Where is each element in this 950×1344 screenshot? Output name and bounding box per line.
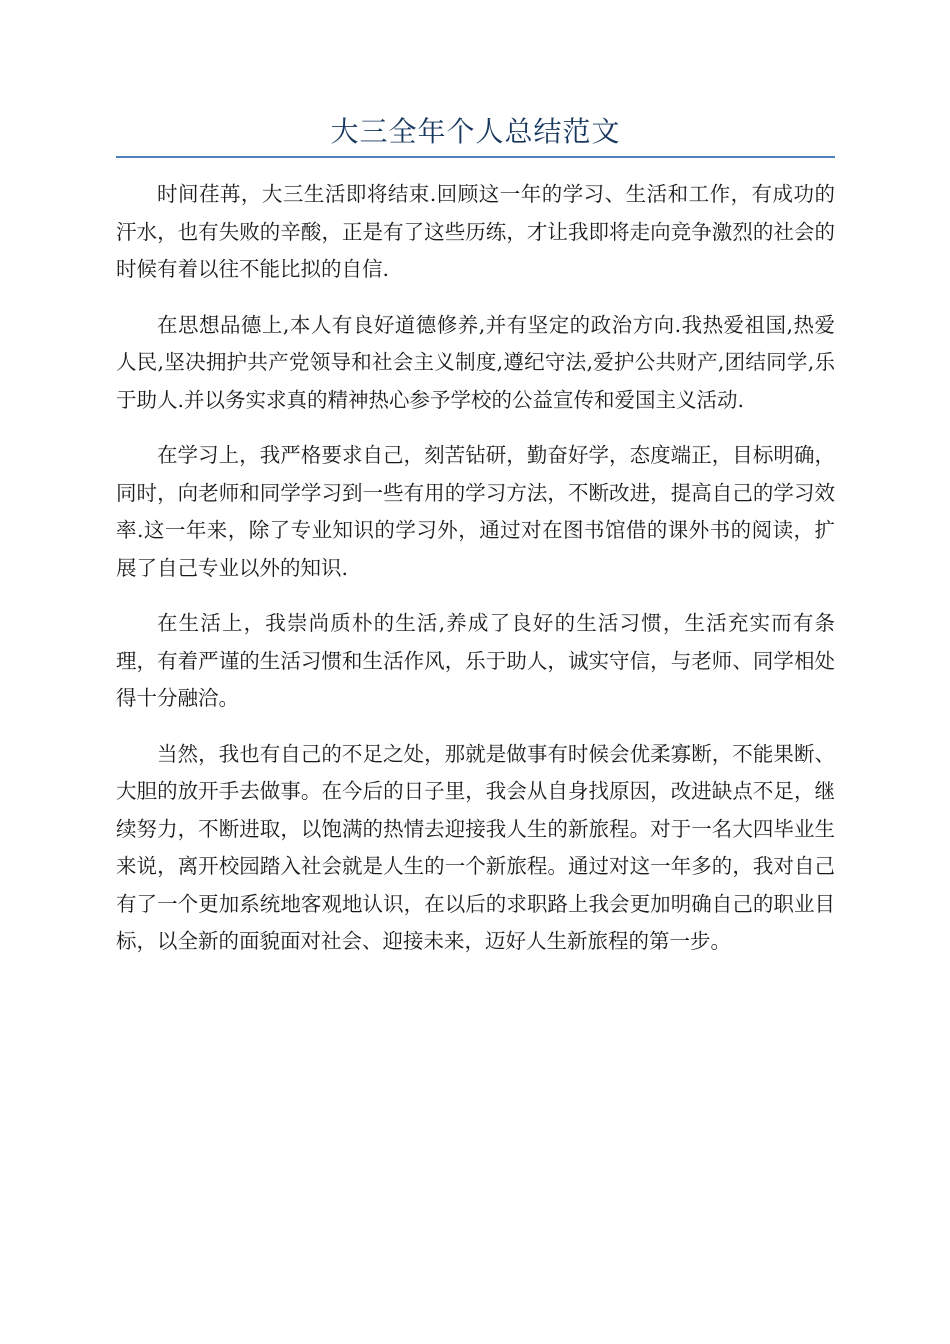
paragraph-study: 在学习上，我严格要求自己，刻苦钻研，勤奋好学，态度端正，目标明确，同时，向老师和同学学习到一些有用的学习方法，不断改进，提高自己的学习效率.这一年来，除了专业知识的学习外，通过对在图书馆借的课外书的阅读，扩展了自己专业以外的知识. <box>116 443 835 580</box>
document-body <box>116 176 835 979</box>
paragraph-morality: 在思想品德上,本人有良好道德修养,并有坚定的政治方向.我热爱祖国,热爱人民,坚决拥护共产党领导和社会主义制度,遵纪守法,爱护公共财产,团结同学,乐于助人.并以务实求真的精神热心参予学校的公益宣传和爱国主义活动. <box>116 312 835 412</box>
paragraph-intro: 时间荏苒，大三生活即将结束.回顾这一年的学习、生活和工作，有成功的汗水，也有失败的辛酸，正是有了这些历练，才让我即将走向竞争激烈的社会的时候有着以往不能比拟的自信. <box>116 182 835 281</box>
document-title: 大三全年个人总结范文 <box>330 115 621 148</box>
title-block <box>116 112 835 158</box>
paragraph-shortcomings: 当然，我也有自己的不足之处，那就是做事有时候会优柔寡断，不能果断、大胆的放开手去做事。在今后的日子里，我会从自身找原因，改进缺点不足，继续努力，不断进取，以饱满的热情去迎接我人生的新旅程。对于一名大四毕业生来说，离开校园踏入社会就是人生的一个新旅程。通过对这一年多的，我对自己有了一个更加系统地客观地认识，在以后的求职路上我会更加明确自己的职业目标，以全新的面貌面对社会、迎接未来，迈好人生新旅程的第一步。 <box>116 741 835 953</box>
paragraph-life: 在生活上，我崇尚质朴的生活,养成了良好的生活习惯，生活充实而有条理，有着严谨的生活习惯和生活作风，乐于助人，诚实守信，与老师、同学相处得十分融洽。 <box>116 611 835 710</box>
